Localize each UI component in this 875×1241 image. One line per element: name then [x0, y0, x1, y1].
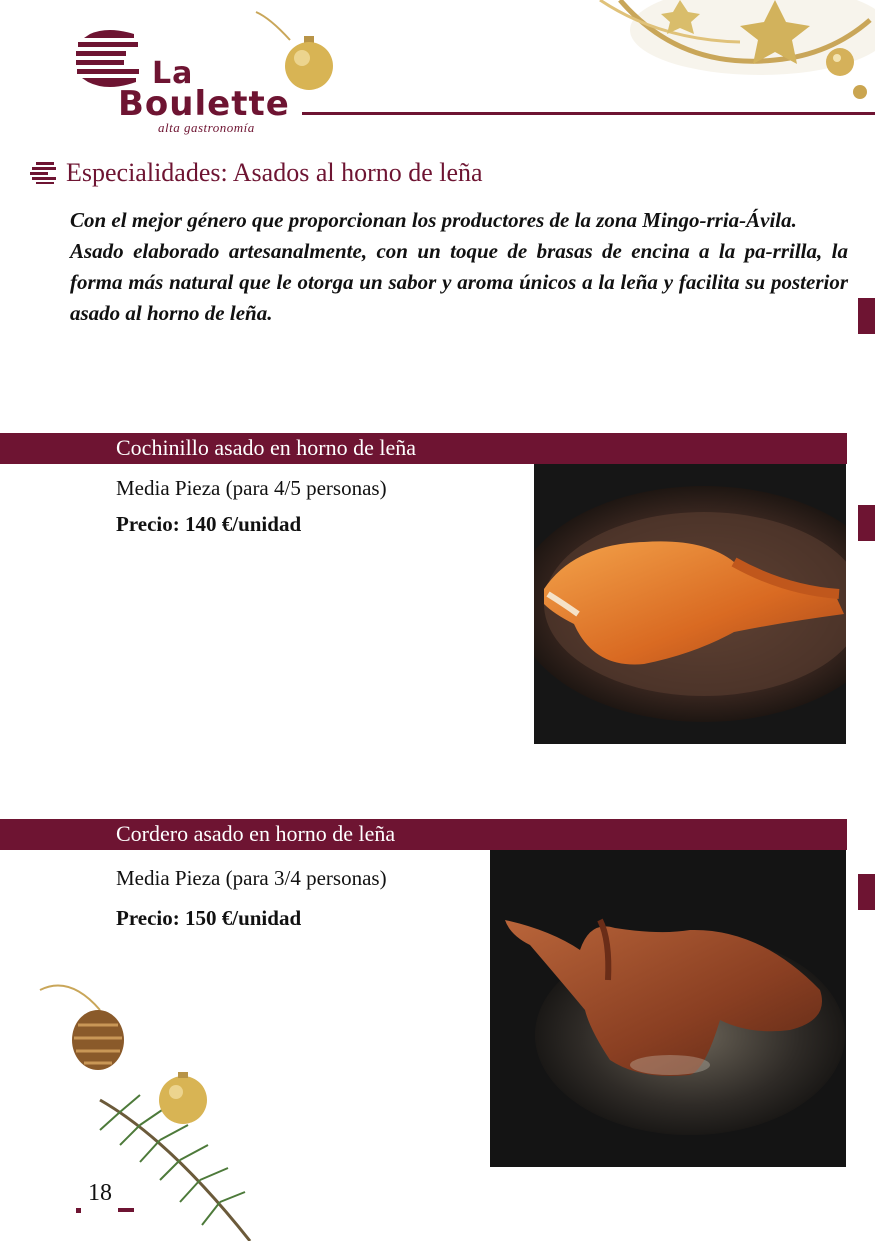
intro-paragraph-1: Con el mejor género que proporcionan los productores de la zona Mingo-rria-Ávila.	[70, 208, 797, 232]
product-description: Media Pieza (para 4/5 personas)	[116, 476, 387, 500]
product-title: Cochinillo asado en horno de leña	[116, 435, 416, 460]
christmas-decoration-top	[540, 0, 875, 105]
product-title-bar	[0, 819, 847, 850]
brand-tagline: alta gastronomía	[158, 120, 255, 135]
christmas-decoration-bottom	[30, 980, 270, 1241]
product-price: Precio: 140 €/unidad	[116, 512, 302, 536]
product-price: Precio: 150 €/unidad	[116, 906, 302, 930]
product-title-bar	[0, 433, 847, 464]
roast-lamb-photo	[490, 850, 846, 1167]
intro-paragraph-2: Asado elaborado artesanalmente, con un toque de brasas de encina a la pa-rrilla, la forma más natural que le otorga un sabor y aroma únicos a la leña y facilita su posterior asado al horno de leña.	[70, 239, 848, 325]
edge-tab	[858, 505, 875, 541]
product-title: Cordero asado en horno de leña	[116, 821, 396, 846]
roast-suckling-pig-photo	[534, 464, 846, 744]
edge-tab	[858, 298, 875, 334]
section-logo-stripes-icon	[30, 161, 58, 185]
pine-cone-icon	[72, 1010, 124, 1070]
logo-stripes-icon	[76, 28, 146, 90]
page-number: 18	[88, 1180, 112, 1206]
page-number-dot	[76, 1208, 81, 1213]
edge-tab	[858, 874, 875, 910]
brand-name-line2: Boulette	[118, 84, 290, 124]
section-title: Especialidades: Asados al horno de leña	[66, 158, 483, 187]
brand-name-line1: La	[152, 56, 194, 91]
product-description: Media Pieza (para 3/4 personas)	[116, 866, 387, 890]
header-rule	[302, 112, 875, 115]
page-number-dash	[118, 1208, 134, 1212]
section-intro	[70, 205, 848, 329]
